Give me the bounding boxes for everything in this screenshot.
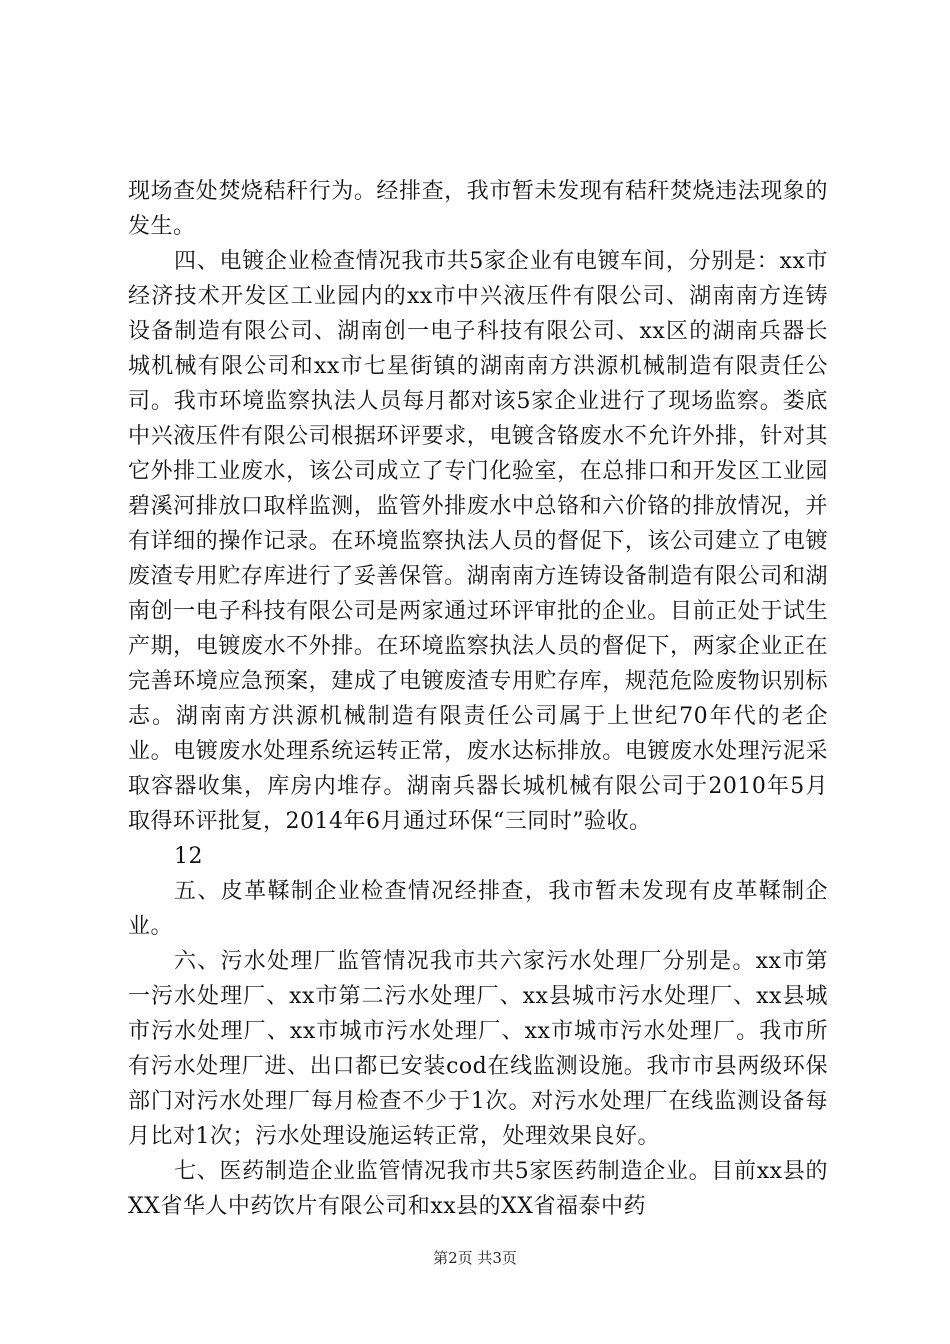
paragraph-page-number-note: 12 [174, 844, 203, 869]
paragraph-pharmaceutical: 七、医药制造企业监管情况我市共5家医药制造企业。目前xx县的XX省华人中药饮片有限公司和xx县的XX省福泰中药 [128, 1159, 828, 1219]
paragraph-electroplating: 四、电镀企业检查情况我市共5家企业有电镀车间，分别是：xx市经济技术开发区工业园内的xx市中兴液压件有限公司、湖南南方连铸设备制造有限公司、湖南创一电子科技有限公司、xx区的湖南兵器长城机械有限公司和xx市七星街镇的湖南南方洪源机械制造有限责任公司。我市环境监察执法人员每月都对该5家企业进行了现场监察。娄底中兴液压件有限公司根据环评要求，电镀含铬废水不允许外排，针对其它外排工业废水，该公司成立了专门化验室，在总排口和开发区工业园碧溪河排放口取样监测，监管外排废水中总铬和六价铬的排放情况，并有详细的操作记录。在环境监察执法人员的督促下，该公司建立了电镀废渣专用贮存库进行了妥善保管。湖南南方连铸设备制造有限公司和湖南创一电子科技有限公司是两家通过环评审批的企业。目前正处于试生产期，电镀废水不外排。在环境监察执法人员的督促下，两家企业正在完善环境应急预案，建成了电镀废渣专用贮存库，规范危险废物识别标志。湖南南方洪源机械制造有限责任公司属于上世纪70年代的老企业。电镀废水处理系统运转正常，废水达标排放。电镀废水处理污泥采取容器收集，库房内堆存。湖南兵器长城机械有限公司于2010年5月取得环评批复，2014年6月通过环保“三同时”验收。 [128, 249, 828, 834]
paragraph-straw-burning: 现场查处焚烧秸秆行为。经排查，我市暂未发现有秸秆焚烧违法现象的发生。 [128, 179, 828, 239]
paragraph-leather-tanning: 五、皮革鞣制企业检查情况经排查，我市暂未发现有皮革鞣制企业。 [128, 879, 828, 939]
paragraph-sewage-plants: 六、污水处理厂监管情况我市共六家污水处理厂分别是。xx市第一污水处理厂、xx市第二污水处理厂、xx县城市污水处理厂、xx县城市污水处理厂、xx市城市污水处理厂、xx市城市污水处理厂。我市所有污水处理厂进、出口都已安装cod在线监测设施。我市市县两级环保部门对污水处理厂每月检查不少于1次。对污水处理厂在线监测设备每月比对1次；污水处理设施运转正常，处理效果良好。 [128, 949, 828, 1149]
document-body [128, 174, 828, 1224]
page-footer: 第2页 共3页 [433, 1249, 517, 1267]
